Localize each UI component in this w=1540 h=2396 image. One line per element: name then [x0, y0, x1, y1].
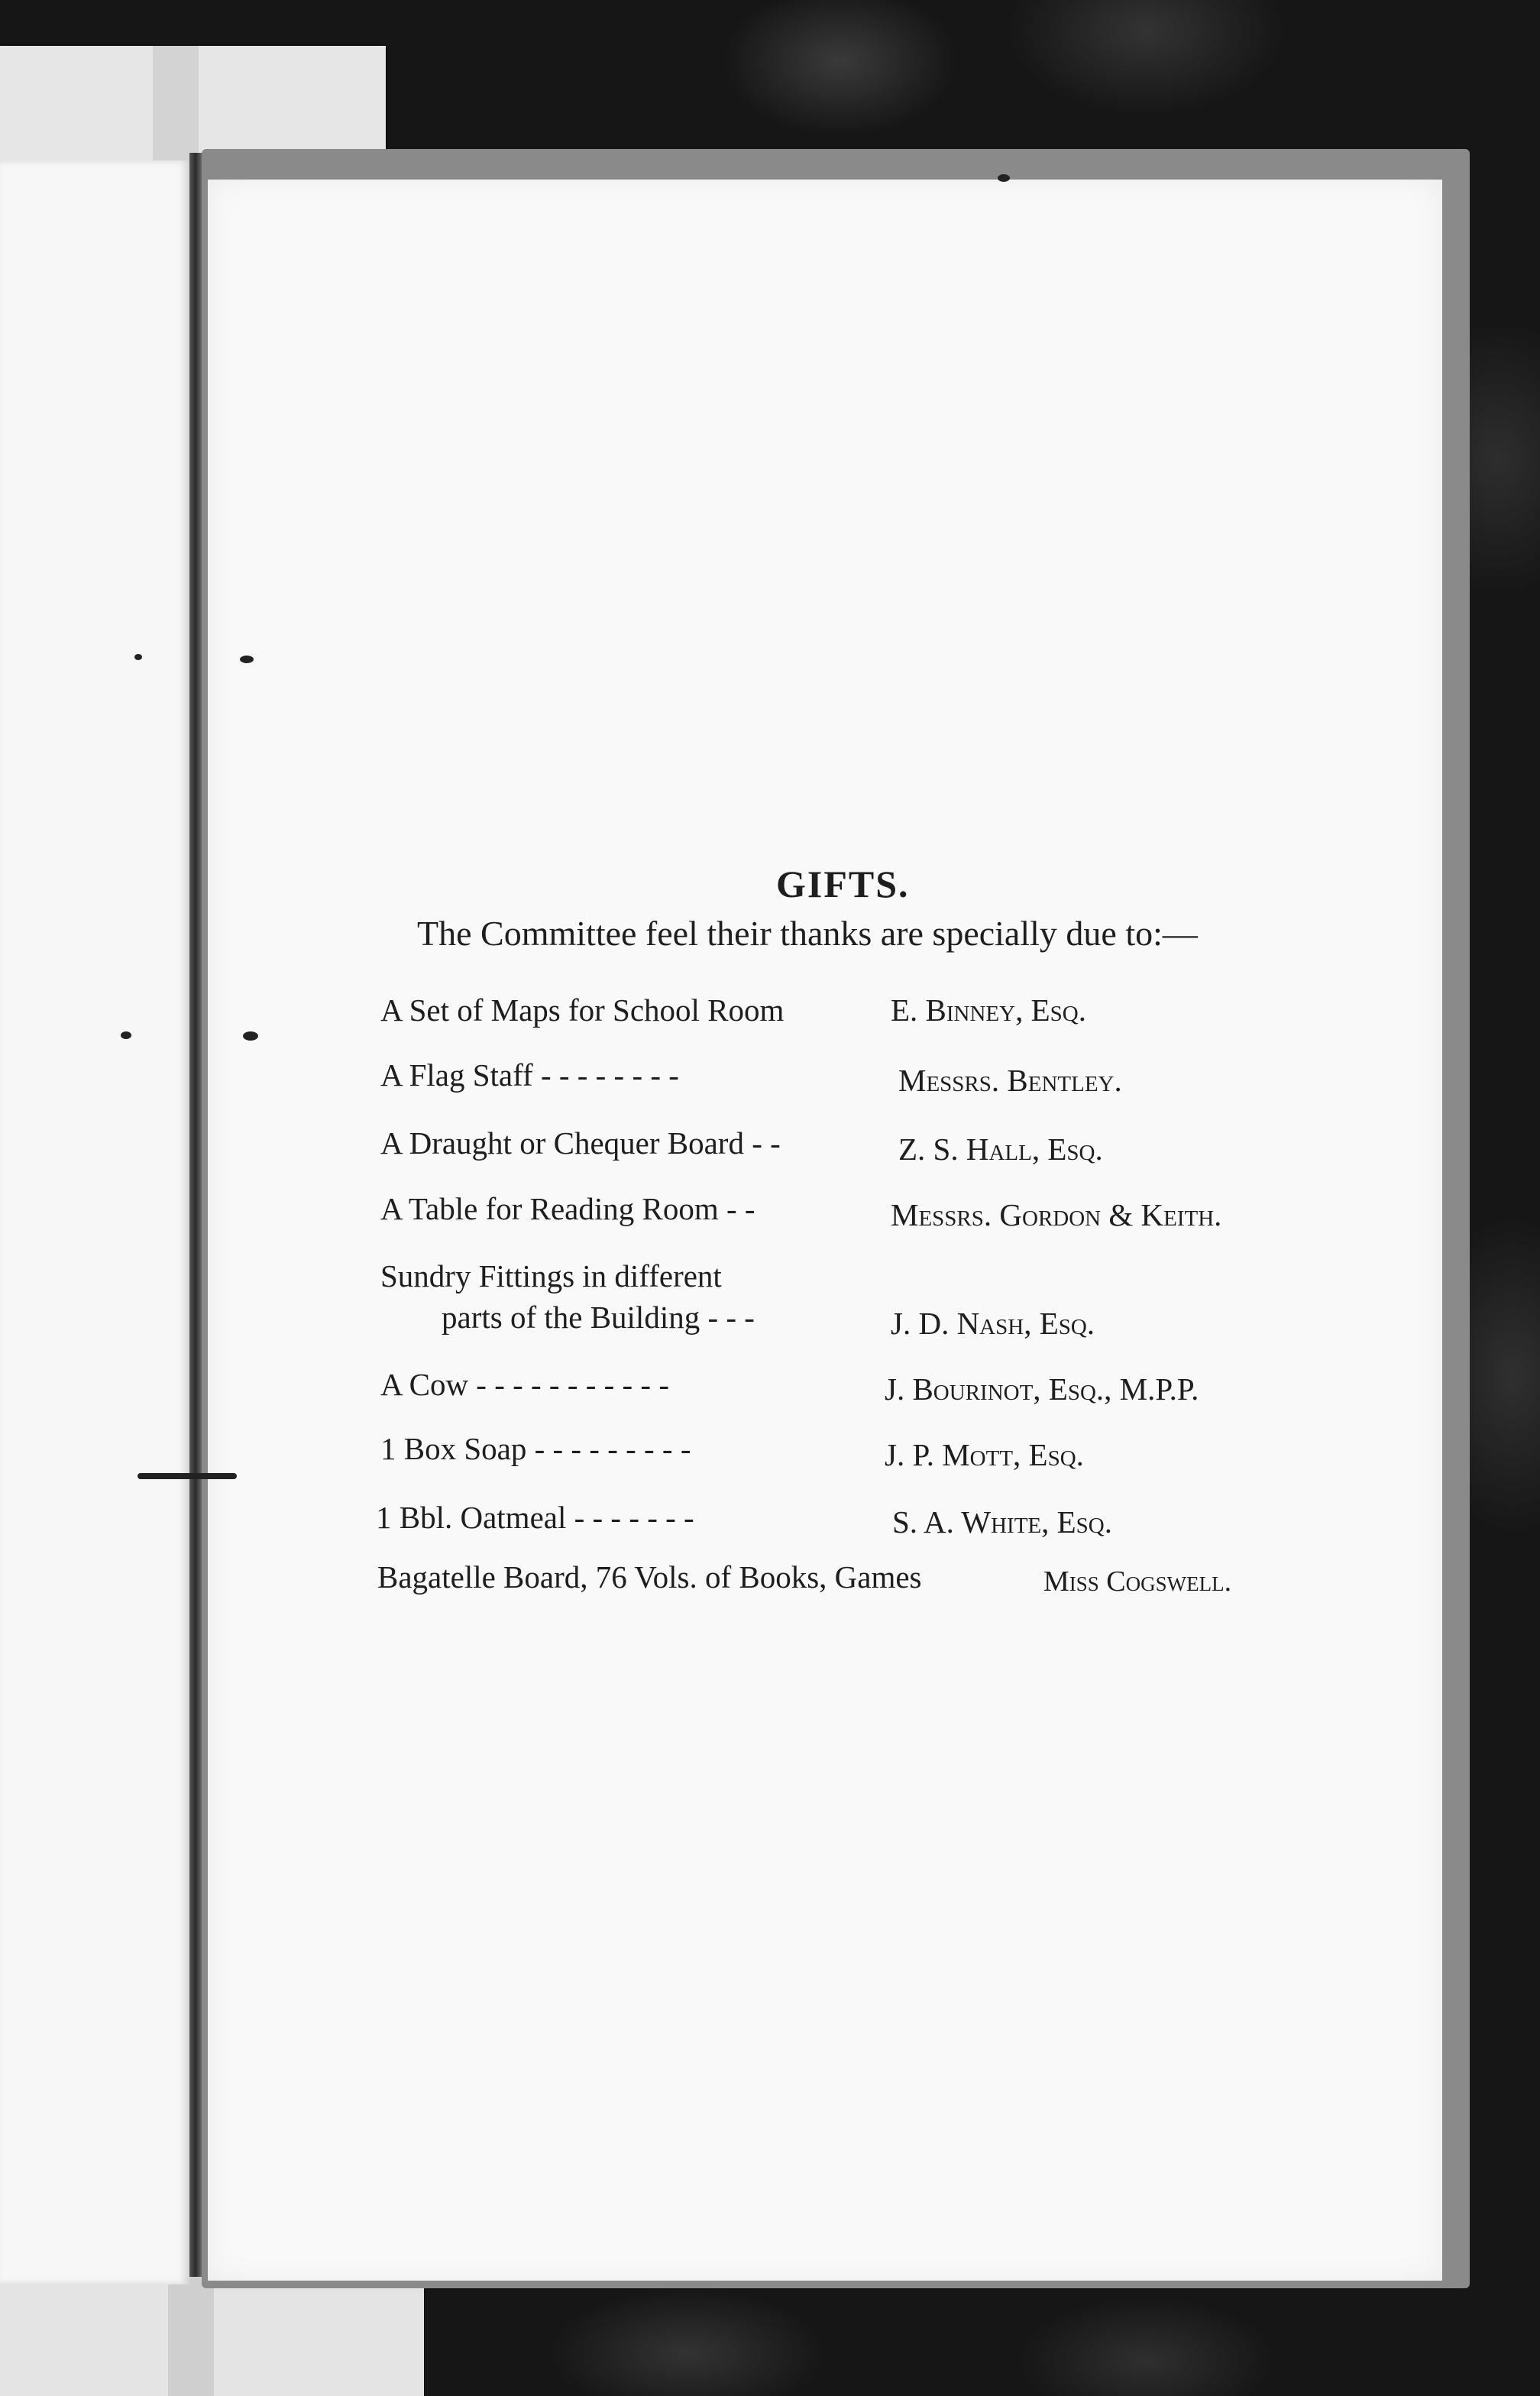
gift-item: A Set of Maps for School Room — [380, 992, 785, 1028]
gift-item: A Table for Reading Room - - — [380, 1191, 755, 1226]
gift-donor: Messrs. Gordon & Keith. — [891, 1197, 1222, 1232]
gift-donor: E. Binney, Esq. — [891, 992, 1086, 1028]
gift-donor: Z. S. Hall, Esq. — [898, 1132, 1103, 1167]
gift-item: A Draught or Chequer Board - - — [380, 1125, 781, 1161]
gift-item: Bagatelle Board, 76 Vols. of Books, Games — [377, 1559, 922, 1595]
gift-donor: J. D. Nash, Esq. — [891, 1306, 1095, 1341]
gift-item-line1: Sundry Fittings in different — [380, 1258, 722, 1294]
gift-donor: S. A. White, Esq. — [892, 1504, 1113, 1540]
gift-donor: J. Bourinot, Esq., M.P.P. — [885, 1371, 1199, 1407]
page-title: GIFTS. — [776, 863, 910, 905]
gift-item-line2: parts of the Building - - - — [442, 1300, 755, 1335]
intro-text: The Committee feel their thanks are specially due to:— — [417, 914, 1198, 953]
gift-item: 1 Box Soap - - - - - - - - - — [380, 1431, 691, 1466]
gift-donor: Miss Cogswell. — [1043, 1565, 1232, 1598]
gift-item: A Flag Staff - - - - - - - - — [380, 1057, 679, 1093]
gift-donor: J. P. Mott, Esq. — [885, 1437, 1084, 1472]
gift-item: 1 Bbl. Oatmeal - - - - - - - — [376, 1500, 694, 1535]
gift-item: A Cow - - - - - - - - - - - — [380, 1367, 669, 1402]
gift-donor: Messrs. Bentley. — [898, 1063, 1122, 1098]
